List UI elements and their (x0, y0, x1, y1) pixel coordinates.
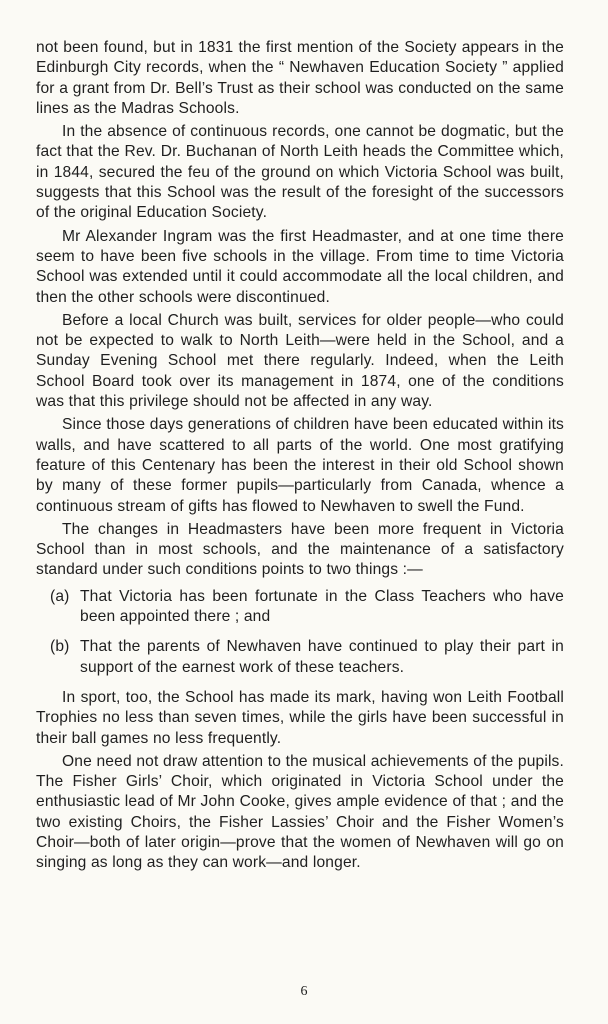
paragraph: In sport, too, the School has made its mark, having won Leith Football Trophies no less than seven times, while the girls have been successful in their ball games no less frequently. (36, 688, 564, 747)
paragraph: One need not draw attention to the musical achievements of the pupils. The Fisher Girls’ Choir, which originated in Victoria School under the enthusiastic lead of Mr John Cooke, gives ample evidence of that ; and the two existing Choirs, the Fisher Lassies’ Choir and the Fisher Women’s Choir—both of later origin—prove that the women of Newhaven will go on singing as long as they can work—and longer. (36, 752, 564, 872)
page-number: 6 (300, 984, 308, 999)
list-item (36, 637, 564, 678)
paragraph: Mr Alexander Ingram was the first Headmaster, and at one time there seem to have been five schools in the village. From time to time Victoria School was extended until it could accommodate all the local children, and then the other schools were discontinued. (36, 227, 564, 306)
list-item-text: That Victoria has been fortunate in the Class Teachers who have been appointed there ; and (80, 587, 564, 626)
body-text-upper (36, 38, 564, 581)
paragraph: The changes in Headmasters have been more frequent in Victoria School than in most schools, and the maintenance of a satisfactory standard under such conditions points to two things :— (36, 520, 564, 579)
enumerated-list (36, 587, 564, 678)
paragraph: Before a local Church was built, services for older people—who could not be expected to walk to North Leith—were held in the School, and a Sunday Evening School met there regularly. Indeed, when the Leith School Board took over its management in 1874, one of the conditions was that this privilege should not be affected in any way. (36, 311, 564, 411)
list-marker: (b) (50, 638, 70, 656)
list-marker: (a) (50, 587, 70, 605)
list-item (36, 587, 564, 628)
paragraph: In the absence of continuous records, one cannot be dogmatic, but the fact that the Rev. Dr. Buchanan of North Leith heads the Committee which, in 1844, secured the feu of the ground on which Victoria School was built, suggests that this School was the result of the foresight of the successors of the original Education Society. (36, 123, 564, 222)
paragraph: Since those days generations of children have been educated within its walls, and have scattered to all parts of the world. One most gratifying feature of this Centenary has been the interest in their old School shown by many of these former pupils—particularly from Canada, whence a continuous stream of gifts has flowed to Newhaven to swell the Fund. (36, 416, 564, 515)
paragraph: not been found, but in 1831 the first mention of the Society appears in the Edinburgh City records, when the “ Newhaven Education Society ” applied for a grant from Dr. Bell’s Trust as their school was conducted on the same lines as the Madras Schools. (36, 39, 564, 117)
list-item-text: That the parents of Newhaven have continued to play their part in support of the earnest work of these teachers. (80, 638, 564, 676)
body-text-lower (36, 688, 564, 874)
